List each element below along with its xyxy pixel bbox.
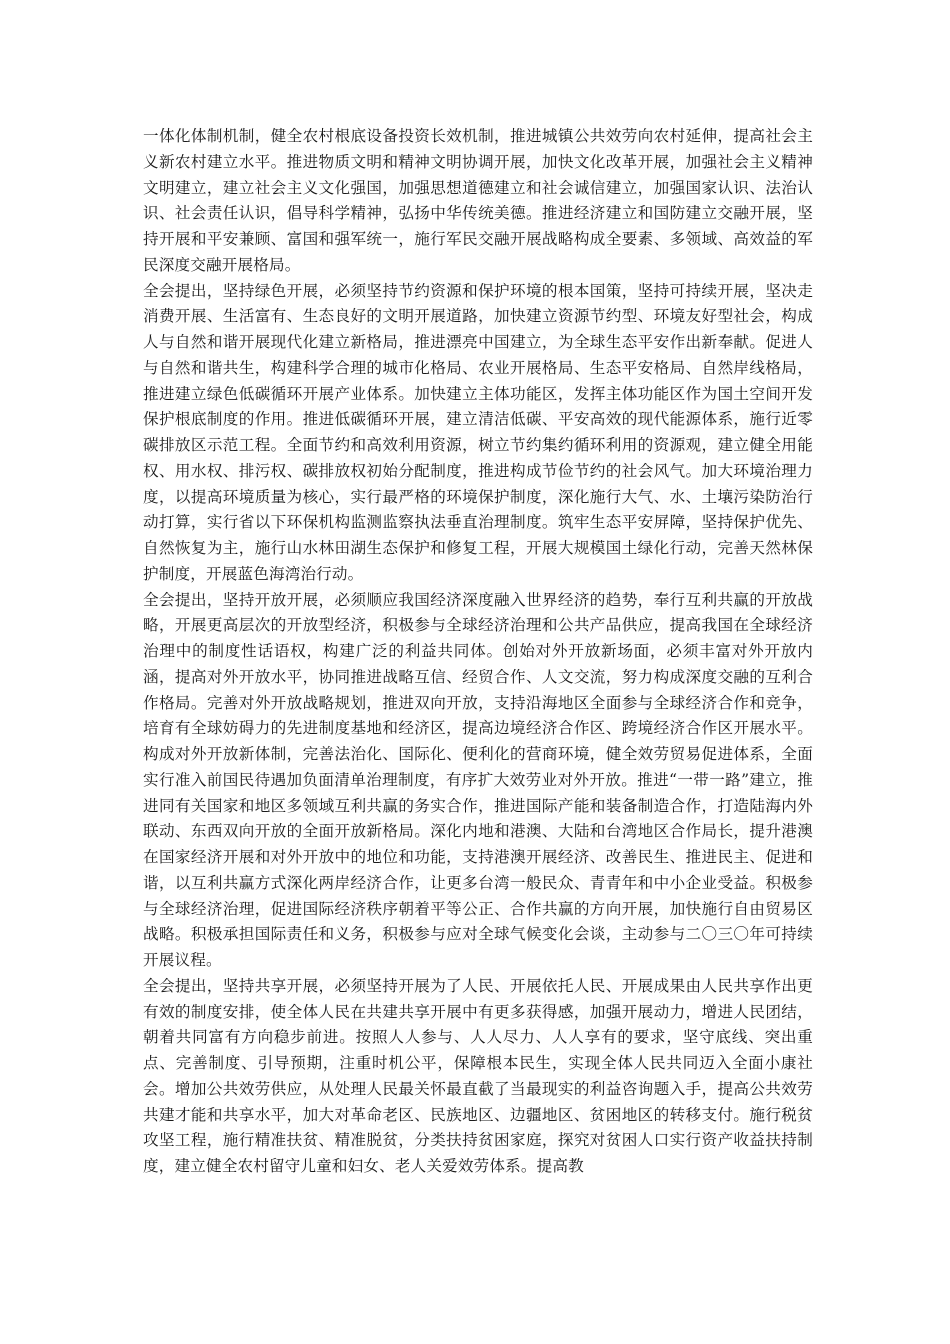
paragraph-rural-and-culture: 一体化体制机制，健全农村根底设备投资长效机制，推进城镇公共效劳向农村延伸，提高社会主义新农村建立水平。推进物质文明和精神文明协调开展，加快文化改革开展，加强社会主义精神文明建立，建立社会主义文化强国，加强思想道德建立和社会诚信建立，加强国家认识、法治认识、社会责任认识，倡导科学精神，弘扬中华传统美德。推进经济建立和国防建立交融开展，坚持开展和平安兼顾、富国和强军统一，施行军民交融开展战略构成全要素、多领域、高效益的军民深度交融开展格局。: [143, 127, 813, 274]
document-body: [143, 124, 813, 1180]
paragraph-shared-development: 全会提出，坚持共享开展，必须坚持开展为了人民、开展依托人民、开展成果由人民共享作出更有效的制度安排，使全体人民在共建共享开展中有更多获得感，加强开展动力，增进人民团结，朝着共同富有方向稳步前进。按照人人参与、人人尽力、人人享有的要求，坚守底线、突出重点、完善制度、引导预期，注重时机公平，保障根本民生，实现全体人民共同迈入全面小康社会。增加公共效劳供应，从处理人民最关怀最直截了当最现实的利益咨询题入手，提高公共效劳共建才能和共享水平，加大对革命老区、民族地区、边疆地区、贫困地区的转移支付。施行税贫攻坚工程，施行精准扶贫、精准脱贫，分类扶持贫困家庭，探究对贫困人口实行资产收益扶持制度，建立健全农村留守儿童和妇女、老人关爱效劳体系。提高教: [143, 976, 813, 1175]
paragraph-open-development: 全会提出，坚持开放开展，必须顺应我国经济深度融入世界经济的趋势，奉行互利共赢的开放战略，开展更高层次的开放型经济，积极参与全球经济治理和公共产品供应，提高我国在全球经济治理中的制度性话语权，构建广泛的利益共同体。创始对外开放新场面，必须丰富对外开放内涵，提高对外开放水平，协同推进战略互信、经贸合作、人文交流，努力构成深度交融的互利合作格局。完善对外开放战略规划，推进双向开放，支持沿海地区全面参与全球经济合作和竞争，培育有全球妨碍力的先进制度基地和经济区，提高边境经济合作区、跨境经济合作区开展水平。构成对外开放新体制，完善法治化、国际化、便利化的营商环境，健全效劳贸易促进体系，全面实行准入前国民待遇加负面清单治理制度，有序扩大效劳业对外开放。推进“一带一路”建立，推进同有关国家和地区多领域互利共赢的务实合作，推进国际产能和装备制造合作，打造陆海内外联动、东西双向开放的全面开放新格局。深化内地和港澳、大陆和台湾地区合作局长，提升港澳在国家经济开展和对外开放中的地位和功能，支持港澳开展经济、改善民生、推进民主、促进和谐，以互利共赢方式深化两岸经济合作，让更多台湾一般民众、青青年和中小企业受益。积极参与全球经济治理，促进国际经济秩序朝着平等公正、合作共赢的方向开展，加快施行自由贸易区战略。积极承担国际责任和义务，积极参与应对全球气候变化会谈，主动参与二〇三〇年可持续开展议程。: [143, 590, 813, 969]
paragraph-green-development: 全会提出，坚持绿色开展，必须坚持节约资源和保护环境的根本国策，坚持可持续开展，坚决走消费开展、生活富有、生态良好的文明开展道路，加快建立资源节约型、环境友好型社会，构成人与自然和谐开展现代化建立新格局，推进漂亮中国建立，为全球生态平安作出新奉献。促进人与自然和谐共生，构建科学合理的城市化格局、农业开展格局、生态平安格局、自然岸线格局，推进建立绿色低碳循环开展产业体系。加快建立主体功能区，发挥主体功能区作为国土空间开发保护根底制度的作用。推进低碳循环开展，建立清洁低碳、平安高效的现代能源体系，施行近零碳排放区示范工程。全面节约和高效利用资源，树立节约集约循环利用的资源观，建立健全用能权、用水权、排污权、碳排放权初始分配制度，推进构成节俭节约的社会风气。加大环境治理力度，以提高环境质量为核心，实行最严格的环境保护制度，深化施行大气、水、土壤污染防治行动打算，实行省以下环保机构监测监察执法垂直治理制度。筑牢生态平安屏障，坚持保护优先、自然恢复为主，施行山水林田湖生态保护和修复工程，开展大规模国土绿化行动，完善天然林保护制度，开展蓝色海湾治行动。: [143, 281, 813, 583]
